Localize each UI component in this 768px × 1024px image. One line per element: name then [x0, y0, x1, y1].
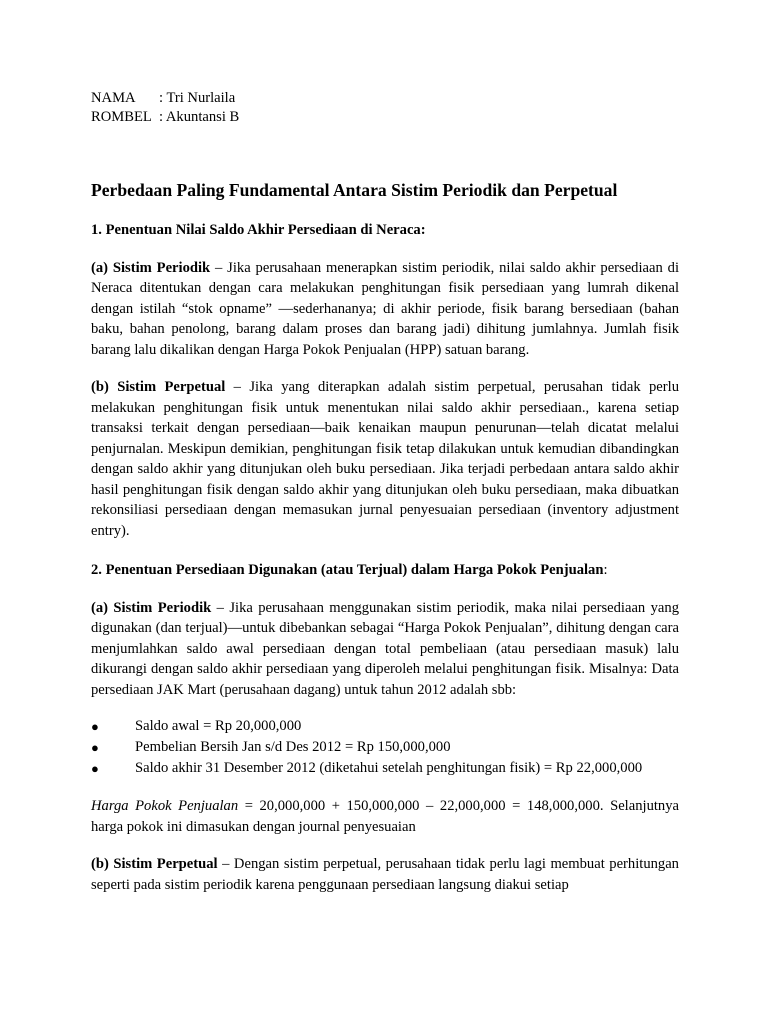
inventory-bullet-list	[91, 716, 679, 779]
document-content	[91, 89, 679, 895]
paragraph-text: – Jika perusahaan menerapkan sistim periodik, nilai saldo akhir persediaan di Neraca ditentukan dengan cara melakukan penghitungan fisik persediaan yang lumrah dikenal dengan istilah “stok opname” —sederhananya; di akhir periode, fisik barang bersediaan (bahan baku, bahan penolong, barang dalam proses dan barang jadi) dihitung jumlahnya. Jumlah fisik barang lalu dikalikan dengan Harga Pokok Penjualan (HPP) satuan barang.	[91, 259, 679, 358]
paragraph-text: – Dengan sistim perpetual, perusahaan tidak perlu lagi membuat perhitungan seperti pada sistim periodik karena penggunaan persediaan langsung diakui setiap	[91, 856, 679, 893]
section-2-paragraph-b	[91, 854, 679, 895]
hpp-text: = 20,000,000 + 150,000,000 – 22,000,000 = 148,000,000. Selanjutnya harga pokok ini dimasukan dengan journal penyesuaian	[91, 798, 679, 835]
hpp-label: Harga Pokok Penjualan	[91, 798, 239, 814]
paragraph-lead: (a) Sistim Periodik	[91, 599, 212, 616]
name-row	[91, 89, 679, 108]
section-1-heading: 1. Penentuan Nilai Saldo Akhir Persediaan di Neraca:	[91, 222, 426, 238]
paragraph-lead: (b) Sistim Perpetual	[91, 856, 218, 872]
list-item	[91, 716, 679, 737]
section-1-paragraph-b	[91, 377, 679, 541]
list-item	[91, 758, 679, 779]
section-2-heading-suffix: :	[603, 562, 608, 578]
name-label: NAMA	[91, 90, 136, 106]
bullet-text: Pembelian Bersih Jan s/d Des 2012 = Rp 150,000,000	[135, 739, 451, 755]
bullet-icon: ●	[91, 761, 99, 776]
paragraph-text: – Jika perusahaan menggunakan sistim periodik, maka nilai persediaan yang digunakan (dan terjual)—untuk dibebankan sebagai “Harga Pokok Penjualan”, dihitung dengan cara menjumlahkan saldo awal persediaan dengan total pembeliaan (atau persediaan masuk) lalu dikurangi dengan saldo akhir persediaan yang diperoleh melalui penghitungan fisik. Misalnya: Data persediaan JAK Mart (perusahaan dagang) untuk tahun 2012 adalah sbb:	[91, 599, 679, 698]
bullet-icon: ●	[91, 719, 99, 734]
paragraph-text: – Jika yang diterapkan adalah sistim perpetual, perusahan tidak perlu melakukan penghitungan fisik untuk menentukan nilai saldo akhir persediaan., karena setiap transaksi terkait dengan persediaan—baik kenaikan maupun penurunan—telah dicatat melalui penjurnalan. Meskipun demikian, penghitungan fisik tetap dilakukan untuk kemudian dibandingkan dengan saldo akhir yang ditunjukan oleh buku persediaan. Jika terjadi perbedaan antara saldo akhir hasil penghitungan fisik dengan saldo akhir yang ditunjukan oleh buku persediaan, maka dibuatkan rekonsiliasi persediaan dengan memasukan jurnal penyesuaian persediaan (inventory adjustment entry).	[91, 379, 679, 539]
document-title: Perbedaan Paling Fundamental Antara Sistim Periodik dan Perpetual	[91, 180, 618, 200]
rombel-label: ROMBEL	[91, 109, 152, 125]
bullet-text: Saldo awal = Rp 20,000,000	[135, 718, 302, 734]
name-value: : Tri Nurlaila	[159, 90, 236, 106]
section-2-heading	[91, 560, 679, 581]
section-2-paragraph-a	[91, 598, 679, 701]
bullet-text: Saldo akhir 31 Desember 2012 (diketahui setelah penghitungan fisik) = Rp 22,000,000	[135, 760, 643, 776]
paragraph-lead: (b) Sistim Perpetual	[91, 379, 226, 395]
section-1-paragraph-a	[91, 258, 679, 361]
rombel-value: : Akuntansi B	[159, 109, 240, 125]
section-2-heading-text: 2. Penentuan Persediaan Digunakan (atau Terjual) dalam Harga Pokok Penjualan	[91, 562, 604, 578]
paragraph-lead: (a) Sistim Periodik	[91, 259, 211, 276]
rombel-row	[91, 108, 679, 127]
hpp-calculation-paragraph	[91, 796, 679, 837]
bullet-icon: ●	[91, 740, 99, 755]
list-item	[91, 737, 679, 758]
